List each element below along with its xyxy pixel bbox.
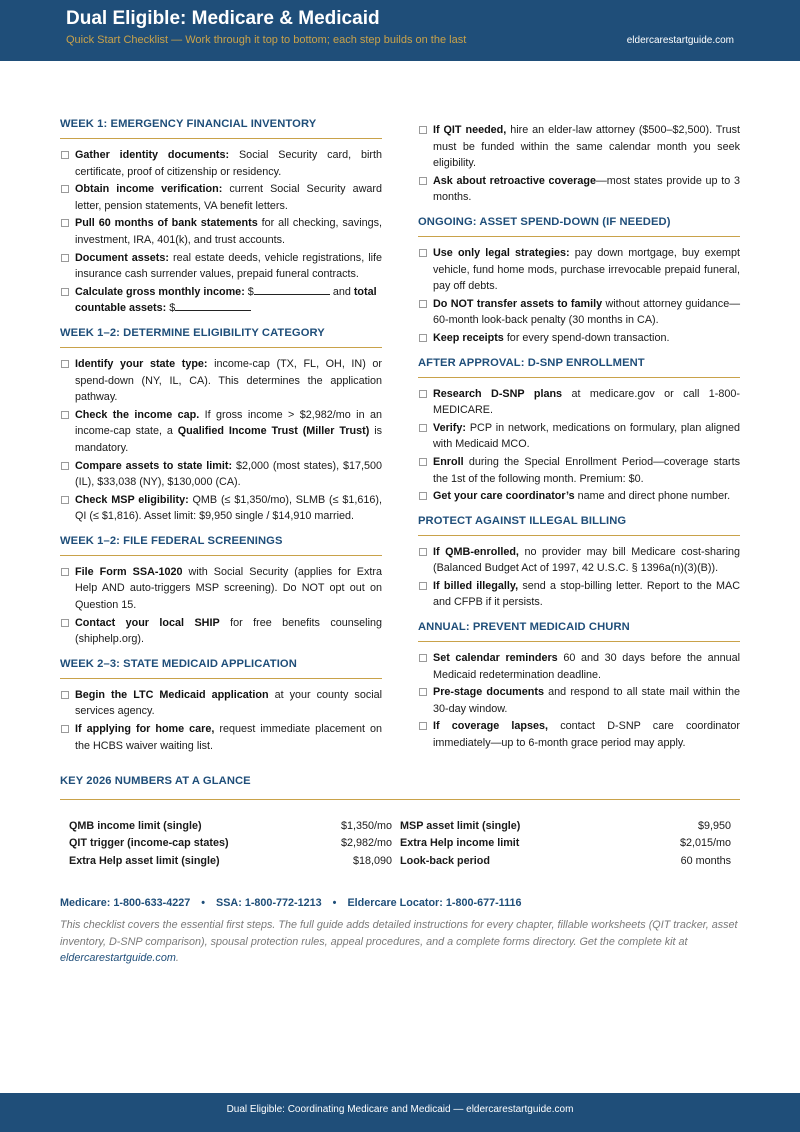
checklist-item: Research D-SNP plans at medicare.gov or call 1-800-MEDICARE. xyxy=(418,386,740,419)
section-week12-screenings xyxy=(60,535,382,648)
checkbox[interactable] xyxy=(61,496,69,504)
checkbox[interactable] xyxy=(419,582,427,590)
checkbox[interactable] xyxy=(61,288,69,296)
checkbox[interactable] xyxy=(61,151,69,159)
checklist-item: If applying for home care, request immediate placement on the HCBS waiver waiting list. xyxy=(60,721,382,754)
section-title: PROTECT AGAINST ILLEGAL BILLING xyxy=(418,515,740,536)
section-title: WEEK 2–3: STATE MEDICAID APPLICATION xyxy=(60,658,382,679)
section-week12-eligibility xyxy=(60,327,382,525)
key-numbers-left xyxy=(69,818,400,870)
section-title: ANNUAL: PREVENT MEDICAID CHURN xyxy=(418,621,740,642)
assets-blank[interactable] xyxy=(175,300,251,311)
checklist-item: Check MSP eligibility: QMB (≤ $1,350/mo), SLMB (≤ $1,616), QI (≤ $1,816). Asset limit: $9,950 single / $14,910 married. xyxy=(60,492,382,525)
phone-numbers: Medicare: 1-800-633-4227 • SSA: 1-800-772-1213 • Eldercare Locator: 1-800-677-1116 xyxy=(60,897,522,909)
checkbox[interactable] xyxy=(419,300,427,308)
checklist-item: Document assets: real estate deeds, vehicle registrations, life insurance cash surrender values, prepaid funeral contracts. xyxy=(60,250,382,283)
footer-banner xyxy=(0,1093,800,1132)
key-number-row: Extra Help income limit $2,015/mo xyxy=(400,837,731,850)
checkbox[interactable] xyxy=(61,691,69,699)
key-numbers-right xyxy=(400,818,731,870)
checkbox[interactable] xyxy=(419,492,427,500)
eldercare-phone[interactable]: Eldercare Locator: 1-800-677-1116 xyxy=(347,897,522,909)
checklist-item: If QIT needed, hire an elder-law attorney ($500–$2,500). Trust must be funded within the same calendar month you seek eligibility. xyxy=(418,122,740,172)
checklist-item: Use only legal strategies: pay down mortgage, buy exempt vehicle, fund home mods, purchase irrevocable prepaid funeral, pay off debts. xyxy=(418,245,740,295)
section-title: WEEK 1: EMERGENCY FINANCIAL INVENTORY xyxy=(60,118,382,139)
section-week23 xyxy=(60,658,382,754)
page-subtitle: Quick Start Checklist — Work through it top to bottom; each step builds on the last xyxy=(66,34,467,46)
guide-link[interactable]: eldercarestartguide.com xyxy=(60,952,176,965)
section-title: ONGOING: ASSET SPEND-DOWN (IF NEEDED) xyxy=(418,216,740,237)
section-ongoing xyxy=(418,216,740,347)
header-banner xyxy=(0,0,800,61)
checkbox[interactable] xyxy=(419,177,427,185)
checkbox[interactable] xyxy=(419,548,427,556)
section-after-approval xyxy=(418,357,740,505)
checklist-item: Pull 60 months of bank statements for all checking, savings, investment, IRA, 401(k), and trust accounts. xyxy=(60,215,382,248)
checklist-item: If QMB-enrolled, no provider may bill Medicare cost-sharing (Balanced Budget Act of 1997, 42 U.S.C. § 1396a(n)(3)(B)). xyxy=(418,544,740,577)
checklist-item: Contact your local SHIP for free benefits counseling (shiphelp.org). xyxy=(60,615,382,648)
key-number-row: QMB income limit (single) $1,350/mo xyxy=(69,820,392,832)
checkbox[interactable] xyxy=(61,568,69,576)
checkbox[interactable] xyxy=(61,219,69,227)
checklist-item: Pre-stage documents and respond to all state mail within the 30-day window. xyxy=(418,684,740,717)
key-number-row: MSP asset limit (single) $9,950 xyxy=(400,820,731,832)
section-week23-continued xyxy=(418,122,740,206)
right-column xyxy=(418,118,740,762)
section-annual xyxy=(418,621,740,752)
checklist-item: If coverage lapses, contact D-SNP care coordinator immediately—up to 6-month grace period may apply. xyxy=(418,718,740,751)
checkbox[interactable] xyxy=(419,722,427,730)
checkbox[interactable] xyxy=(419,424,427,432)
checklist-item: Compare assets to state limit: $2,000 (most states), $17,500 (IL), $33,038 (NY), $130,000 (CA). xyxy=(60,458,382,491)
checkbox[interactable] xyxy=(61,725,69,733)
checkbox[interactable] xyxy=(61,411,69,419)
key-number-row: Extra Help asset limit (single) $18,090 xyxy=(69,854,392,867)
checkbox[interactable] xyxy=(61,360,69,368)
checkbox[interactable] xyxy=(61,185,69,193)
checklist-item: Keep receipts for every spend-down transaction. xyxy=(418,330,740,347)
income-blank[interactable] xyxy=(254,284,330,295)
checklist-item-calc: Calculate gross monthly income: $ and total countable assets: $ xyxy=(60,284,382,317)
checkbox[interactable] xyxy=(419,334,427,342)
section-title: WEEK 1–2: DETERMINE ELIGIBILITY CATEGORY xyxy=(60,327,382,348)
key-numbers-grid xyxy=(60,818,740,870)
checklist-item: Do NOT transfer assets to family without attorney guidance—60-month look-back penalty (30 months in CA). xyxy=(418,296,740,329)
left-column xyxy=(60,118,382,764)
checklist-item: Set calendar reminders 60 and 30 days before the annual Medicaid redetermination deadline. xyxy=(418,650,740,683)
checkbox[interactable] xyxy=(419,390,427,398)
section-title: WEEK 1–2: FILE FEDERAL SCREENINGS xyxy=(60,535,382,556)
page-title: Dual Eligible: Medicare & Medicaid xyxy=(66,8,380,29)
checklist-item: File Form SSA-1020 with Social Security (applies for Extra Help AND auto-triggers MSP screening). Do NOT opt out on Question 15. xyxy=(60,564,382,614)
checkbox[interactable] xyxy=(419,458,427,466)
checkbox[interactable] xyxy=(419,654,427,662)
key-number-row: Look-back period 60 months xyxy=(400,854,731,867)
checklist-item: Gather identity documents: Social Security card, birth certificate, proof of citizenship or residency. xyxy=(60,147,382,180)
header-site: eldercarestartguide.com xyxy=(626,35,734,46)
checklist-item: Obtain income verification: current Social Security award letter, pension statements, VA benefit letters. xyxy=(60,181,382,214)
checklist-item: Enroll during the Special Enrollment Period—coverage starts the 1st of the following month. Premium: $0. xyxy=(418,454,740,487)
section-week1 xyxy=(60,118,382,317)
key-number-row: QIT trigger (income-cap states) $2,982/mo xyxy=(69,837,392,850)
key-numbers-section xyxy=(60,775,740,870)
ssa-phone[interactable]: SSA: 1-800-772-1213 xyxy=(216,897,322,909)
checklist-item: Identify your state type: income-cap (TX, FL, OH, IN) or spend-down (NY, IL, CA). This determines the application pathway. xyxy=(60,356,382,406)
section-protect-billing xyxy=(418,515,740,611)
checklist-item: Begin the LTC Medicaid application at your county social services agency. xyxy=(60,687,382,720)
checkbox[interactable] xyxy=(61,462,69,470)
checkbox[interactable] xyxy=(419,249,427,257)
checkbox[interactable] xyxy=(419,126,427,134)
checkbox[interactable] xyxy=(61,619,69,627)
footer-text: Dual Eligible: Coordinating Medicare and Medicaid — eldercarestartguide.com xyxy=(226,1104,574,1115)
checklist-item: Ask about retroactive coverage—most states provide up to 3 months. xyxy=(418,173,740,206)
checklist-item: Get your care coordinator’s name and direct phone number. xyxy=(418,488,740,505)
section-title: KEY 2026 NUMBERS AT A GLANCE xyxy=(60,775,740,800)
checkbox[interactable] xyxy=(419,688,427,696)
medicare-phone[interactable]: Medicare: 1-800-633-4227 xyxy=(60,897,191,909)
section-title: AFTER APPROVAL: D-SNP ENROLLMENT xyxy=(418,357,740,378)
checklist-item: If billed illegally, send a stop-billing letter. Report to the MAC and CFPB if it persists. xyxy=(418,578,740,611)
closing-note: This checklist covers the essential first steps. The full guide adds detailed instructions for every chapter, fillable worksheets (QIT tracker, asset inventory, D-SNP comparison), spousal protection rules, appeal procedures, and a complete forms directory. Get the complete kit at eldercarestartguide.com. xyxy=(60,919,738,965)
checklist-item: Verify: PCP in network, medications on formulary, plan aligned with Medicaid MCO. xyxy=(418,420,740,453)
checkbox[interactable] xyxy=(61,254,69,262)
checklist-item: Check the income cap. If gross income > $2,982/mo in an income-cap state, a Qualified Income Trust (Miller Trust) is mandatory. xyxy=(60,407,382,457)
